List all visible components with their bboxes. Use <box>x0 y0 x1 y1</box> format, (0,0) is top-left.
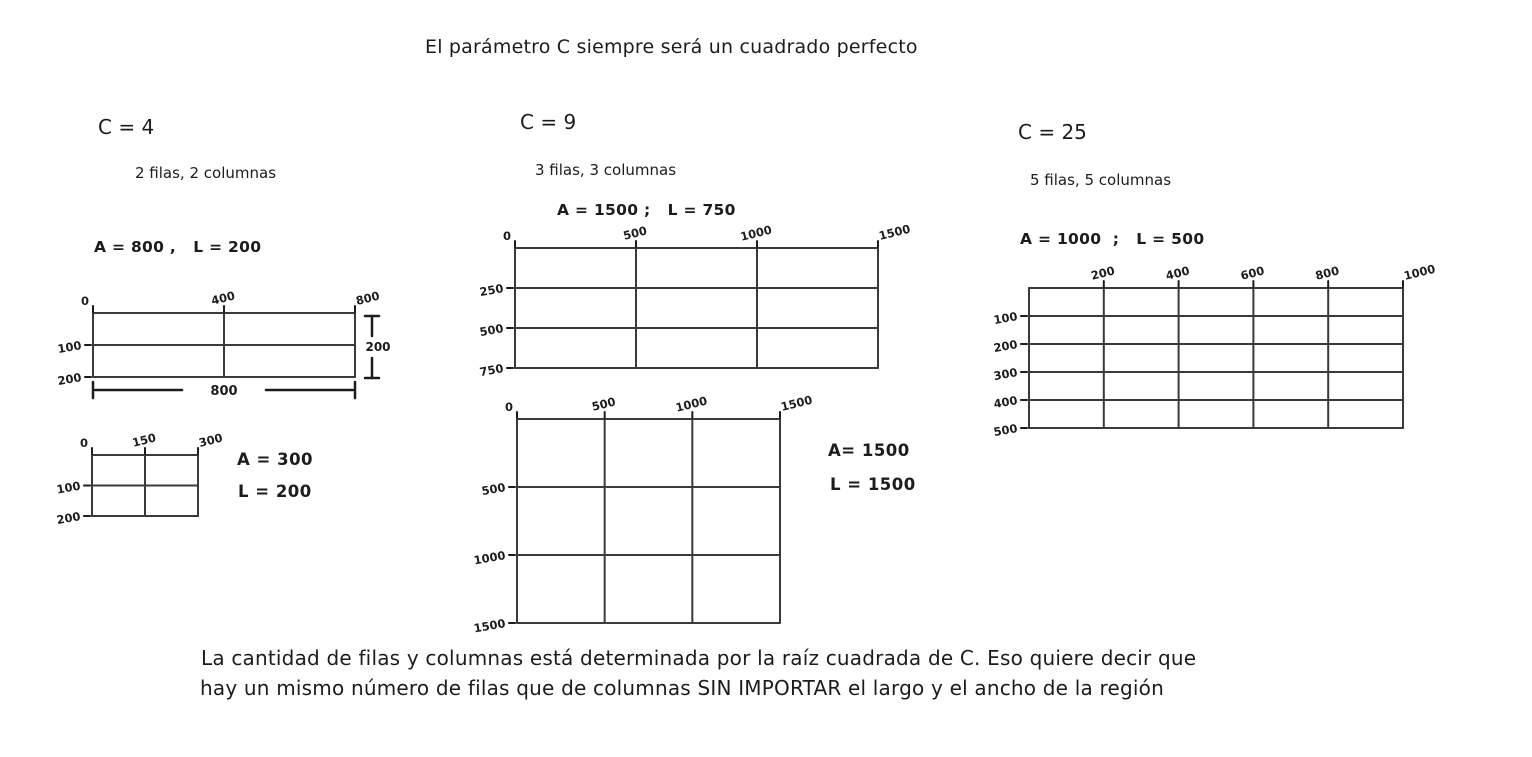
footer-line-1: La cantidad de filas y columnas está determinada por la raíz cuadrada de C. Eso quiere decir que <box>201 646 1197 670</box>
svg-text:100: 100 <box>56 338 83 357</box>
svg-text:1000: 1000 <box>1402 261 1437 283</box>
svg-text:0: 0 <box>79 436 88 450</box>
svg-text:800: 800 <box>210 384 238 399</box>
svg-text:1000: 1000 <box>674 393 709 415</box>
svg-text:0: 0 <box>502 229 511 243</box>
svg-text:500: 500 <box>621 223 649 243</box>
grid-c9-square-1500x1500 <box>457 377 855 678</box>
svg-text:250: 250 <box>478 281 505 300</box>
svg-text:100: 100 <box>55 478 82 497</box>
svg-text:300: 300 <box>992 365 1019 384</box>
svg-text:150: 150 <box>130 430 158 450</box>
svg-text:200: 200 <box>1089 263 1117 283</box>
svg-text:800: 800 <box>1313 263 1341 283</box>
section-c25-subheading: 5 filas, 5 columnas <box>1030 171 1172 189</box>
svg-text:500: 500 <box>590 394 618 414</box>
svg-text:1500: 1500 <box>779 392 814 414</box>
svg-text:500: 500 <box>480 480 507 499</box>
svg-text:600: 600 <box>1239 263 1266 283</box>
svg-text:400: 400 <box>992 393 1019 412</box>
section-c25-heading: C = 25 <box>1018 120 1087 144</box>
svg-text:1500: 1500 <box>877 221 912 243</box>
svg-text:200: 200 <box>55 509 82 528</box>
section-c9-params: A = 1500 ; L = 750 <box>557 201 736 219</box>
svg-text:200: 200 <box>365 340 391 354</box>
grid-c4-small-area-label: A = 300 <box>237 450 314 469</box>
section-c4-params: A = 800 , L = 200 <box>94 238 262 256</box>
section-c4-subheading: 2 filas, 2 columnas <box>135 164 277 182</box>
svg-text:1000: 1000 <box>738 222 774 244</box>
svg-text:1500: 1500 <box>472 616 507 636</box>
section-c4-heading: C = 4 <box>98 115 155 139</box>
grid-c9-square-area-label: A= 1500 <box>828 441 910 460</box>
svg-text:500: 500 <box>992 421 1019 440</box>
svg-text:200: 200 <box>56 370 83 389</box>
section-c25-params: A = 1000 ; L = 500 <box>1020 230 1205 248</box>
grid-c4-small-length-label: L = 200 <box>238 482 312 501</box>
footer-line-2: hay un mismo número de filas que de columnas SIN IMPORTAR el largo y el ancho de la región <box>200 676 1164 700</box>
section-c9-heading: C = 9 <box>520 110 577 134</box>
page-title: El parámetro C siempre será un cuadrado perfecto <box>425 36 918 58</box>
grid-c25-rectangle-1000x500 <box>969 246 1478 483</box>
svg-text:0: 0 <box>504 400 513 414</box>
svg-text:1000: 1000 <box>472 548 507 568</box>
svg-text:200: 200 <box>992 337 1019 356</box>
svg-text:750: 750 <box>478 361 505 380</box>
svg-text:400: 400 <box>1164 263 1191 283</box>
svg-text:100: 100 <box>992 309 1019 328</box>
grid-c9-square-length-label: L = 1500 <box>830 475 916 494</box>
section-c9-subheading: 3 filas, 3 columnas <box>535 161 677 179</box>
svg-text:800: 800 <box>354 288 382 308</box>
svg-text:500: 500 <box>478 321 505 340</box>
grid-c4-rectangle-800x200 <box>33 271 430 432</box>
svg-text:300: 300 <box>197 430 225 450</box>
svg-text:0: 0 <box>80 294 89 308</box>
svg-text:400: 400 <box>209 288 237 308</box>
grid-c4-rectangle-300x200 <box>32 413 273 571</box>
